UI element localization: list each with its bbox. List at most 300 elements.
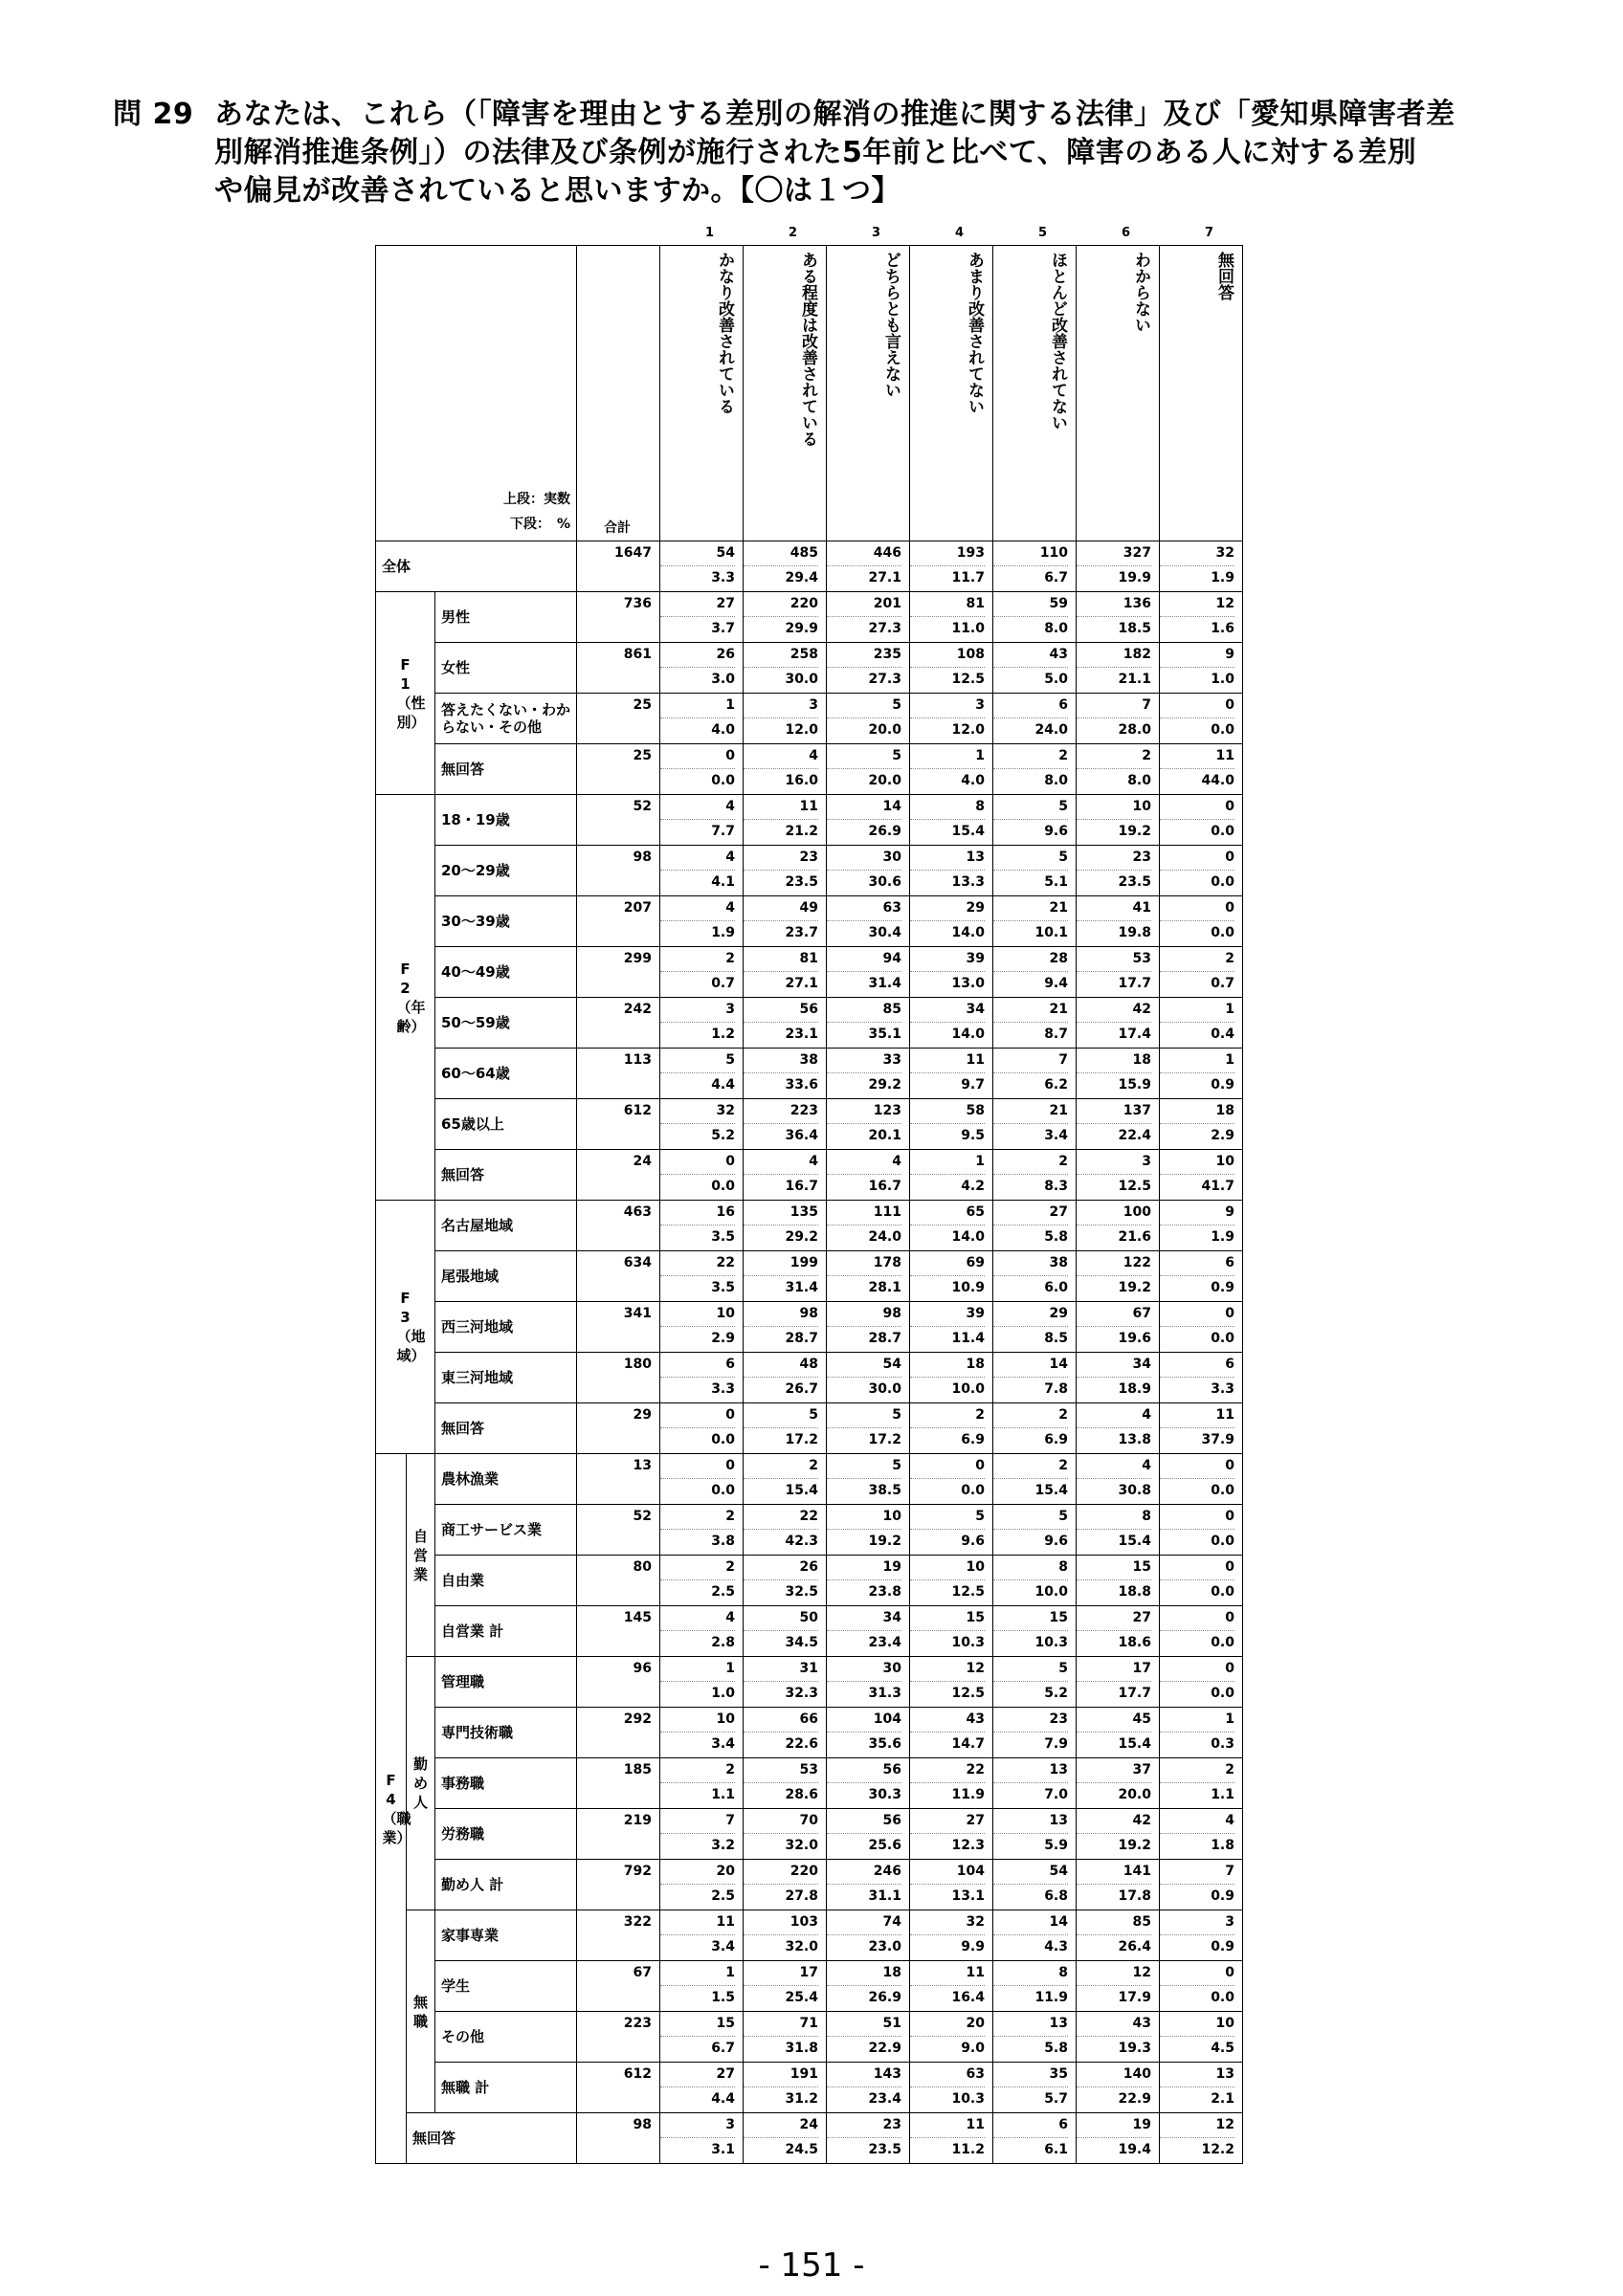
cell-percent: 16.7 [827,1174,901,1199]
data-cell [1077,896,1160,947]
cell-count: 10 [966,1559,985,1575]
data-cell [660,1201,744,1251]
row-label: 65歳以上 [435,1099,577,1150]
cell-count: 15 [716,2016,735,2031]
cell-count: 1 [725,1965,735,1980]
cell-count: 104 [956,1864,985,1879]
cell-count: 1 [1225,1711,1234,1727]
cell-percent: 30.8 [1077,1478,1151,1503]
row-total: 242 [577,998,660,1049]
cell-count: 1 [1225,1052,1234,1068]
cell-percent: 0.0 [1160,1681,1234,1706]
data-cell [744,998,827,1049]
cell-count: 191 [789,2066,818,2082]
data-cell [910,1251,993,1302]
cell-count: 3 [1225,1914,1234,1930]
cell-count: 0 [1225,1965,1234,1980]
question-line: あなたは、これら（「障害を理由とする差別の解消の推進に関する法律」及び「愛知県障害者差 [214,98,1456,131]
cell-percent: 23.1 [744,1022,818,1047]
data-cell [827,795,910,846]
data-cell [744,1505,827,1556]
data-cell [827,1150,910,1201]
cell-percent: 11.4 [910,1326,985,1351]
cell-count: 18 [966,1357,985,1372]
cell-count: 2 [975,1407,985,1423]
cell-percent: 3.4 [993,1123,1068,1148]
cell-percent: 32.0 [744,1833,818,1858]
cell-percent: 5.9 [993,1833,1068,1858]
cell-percent: 7.0 [993,1782,1068,1807]
cell-count: 28 [1049,951,1068,966]
cell-count: 34 [966,1002,985,1017]
column-numbers [668,226,1252,245]
cell-percent: 13.3 [910,870,985,894]
data-cell [910,1403,993,1454]
cell-count: 193 [956,545,985,561]
cell-count: 0 [725,748,735,763]
data-cell [660,1150,744,1201]
row-total: 96 [577,1657,660,1708]
cell-count: 327 [1123,545,1151,561]
data-cell [993,2012,1077,2063]
table-row [376,1403,1243,1454]
table-row [376,1049,1243,1099]
cell-count: 4 [809,1154,818,1169]
cell-percent: 15.4 [1077,1732,1151,1756]
cell-count: 4 [892,1154,901,1169]
cell-percent: 12.5 [910,667,985,692]
cell-percent: 2.9 [1160,1123,1234,1148]
cell-count: 11 [966,2117,985,2132]
cell-percent: 24.0 [993,718,1068,742]
data-cell [1160,1099,1243,1150]
data-cell [1160,744,1243,795]
cell-percent: 18.8 [1077,1579,1151,1604]
data-cell [910,947,993,998]
data-cell [744,643,827,694]
cell-percent: 30.0 [744,667,818,692]
subgroup-label [407,1657,435,1910]
cell-percent: 10.9 [910,1275,985,1300]
subgroup-label [407,1910,435,2113]
cell-percent: 35.1 [827,1022,901,1047]
cell-count: 37 [1132,1762,1151,1777]
cell-percent: 1.0 [1160,667,1234,692]
cell-percent: 12.5 [910,1579,985,1604]
row-total: 145 [577,1606,660,1657]
cell-percent: 25.4 [744,1985,818,2010]
row-label: 自由業 [435,1556,577,1606]
data-cell [910,1606,993,1657]
data-cell [993,2063,1077,2113]
cell-count: 10 [716,1306,735,1321]
cell-percent: 11.0 [910,616,985,641]
cell-count: 41 [1132,900,1151,916]
row-total: 463 [577,1201,660,1251]
data-cell [827,643,910,694]
data-cell [1160,1454,1243,1505]
cell-count: 26 [799,1559,818,1575]
cell-percent: 5.8 [993,2036,1068,2061]
cell-percent: 1.5 [660,1985,735,2010]
row-label: 尾張地域 [435,1251,577,1302]
cell-count: 103 [789,1914,818,1930]
data-cell [1077,1099,1160,1150]
cell-count: 59 [1049,596,1068,611]
cell-count: 56 [882,1813,901,1828]
cell-count: 8 [1058,1965,1068,1980]
table-row [376,2012,1243,2063]
cell-count: 223 [789,1103,818,1118]
group-label-text: F3（地域） [396,1290,426,1364]
data-cell [827,1454,910,1505]
cell-percent: 5.0 [993,667,1068,692]
cell-count: 4 [725,850,735,865]
table-row [376,1201,1243,1251]
table-row [376,1860,1243,1910]
cell-percent: 10.3 [910,2086,985,2111]
header-option: 無回答 [1160,246,1243,541]
cell-percent: 0.9 [1160,1072,1234,1097]
data-cell [910,1657,993,1708]
data-cell [910,1505,993,1556]
row-label: 学生 [435,1961,577,2012]
cell-count: 10 [1132,799,1151,814]
cell-count: 2 [725,951,735,966]
row-label: その他 [435,2012,577,2063]
cell-percent: 23.7 [744,920,818,945]
group-label-text: F4（職業） [382,1771,411,1846]
data-cell [827,1860,910,1910]
cell-count: 108 [956,647,985,662]
cell-count: 32 [966,1914,985,1930]
header-option: わからない [1077,246,1160,541]
cell-count: 19 [882,1559,901,1575]
data-cell [827,1961,910,2012]
data-cell [993,1454,1077,1505]
cell-count: 5 [892,1458,901,1473]
row-label: 管理職 [435,1657,577,1708]
cell-count: 0 [1225,1509,1234,1524]
cell-percent: 19.8 [1077,920,1151,945]
cell-percent: 0.9 [1160,1275,1234,1300]
cell-count: 2 [1142,748,1151,763]
subgroup-label-text: 無職 [412,1993,428,2030]
cell-percent: 30.6 [827,870,901,894]
cell-count: 21 [1049,1002,1068,1017]
cell-count: 15 [966,1610,985,1625]
cell-count: 0 [1225,1306,1234,1321]
cell-percent: 12.0 [744,718,818,742]
cell-count: 100 [1123,1204,1151,1220]
cell-count: 258 [789,647,818,662]
cell-percent: 27.8 [744,1884,818,1909]
data-cell [827,2012,910,2063]
data-cell [1077,1251,1160,1302]
cell-count: 45 [1132,1711,1151,1727]
data-cell [744,1049,827,1099]
cell-count: 111 [873,1204,901,1220]
cell-count: 66 [799,1711,818,1727]
cell-count: 56 [799,1002,818,1017]
row-total: 13 [577,1454,660,1505]
cell-percent: 26.9 [827,819,901,844]
crosstab-table [375,245,1243,2164]
data-cell [910,1961,993,2012]
column-number: 7 [1204,226,1214,240]
data-cell [993,1860,1077,1910]
cell-percent: 27.3 [827,667,901,692]
data-cell [660,896,744,947]
data-cell [660,1961,744,2012]
data-cell [910,744,993,795]
table-row [376,1302,1243,1353]
cell-percent: 16.4 [910,1985,985,2010]
data-cell [744,2113,827,2164]
data-cell [1160,1860,1243,1910]
data-cell [660,1708,744,1758]
cell-percent: 27.1 [827,565,901,590]
data-cell [660,1556,744,1606]
cell-count: 56 [882,1762,901,1777]
cell-percent: 36.4 [744,1123,818,1148]
data-cell [827,896,910,947]
cell-percent: 31.2 [744,2086,818,2111]
cell-count: 13 [966,850,985,865]
data-cell [744,1910,827,1961]
cell-percent: 1.0 [660,1681,735,1706]
row-total: 736 [577,592,660,643]
cell-count: 54 [1049,1864,1068,1879]
cell-count: 6 [1225,1357,1234,1372]
data-cell [1160,1961,1243,2012]
cell-percent: 17.4 [1077,1022,1151,1047]
group-label [376,1201,435,1454]
cell-count: 42 [1132,1813,1151,1828]
data-cell [1160,998,1243,1049]
cell-count: 3 [725,1002,735,1017]
cell-count: 2 [725,1559,735,1575]
table-row [376,2063,1243,2113]
row-total: 25 [577,694,660,744]
row-total: 322 [577,1910,660,1961]
row-total: 67 [577,1961,660,2012]
data-cell [744,1556,827,1606]
cell-percent: 4.3 [993,1934,1068,1959]
cell-percent: 4.5 [1160,2036,1234,2061]
cell-count: 2 [1058,1154,1068,1169]
data-cell [660,1505,744,1556]
data-cell [827,998,910,1049]
data-cell [660,1910,744,1961]
cell-count: 49 [799,900,818,916]
table-row [376,694,1243,744]
column-number: 3 [871,226,881,240]
cell-count: 23 [1132,850,1151,865]
cell-percent: 0.0 [660,1478,735,1503]
data-cell [827,694,910,744]
cell-percent: 37.9 [1160,1427,1234,1452]
cell-count: 0 [975,1458,985,1473]
data-cell [1077,744,1160,795]
cell-count: 69 [966,1255,985,1270]
cell-percent: 0.0 [1160,920,1234,945]
row-total: 98 [577,846,660,896]
row-label: 労務職 [435,1809,577,1860]
cell-percent: 0.0 [1160,1478,1234,1503]
cell-count: 63 [966,2066,985,2082]
cell-count: 0 [725,1154,735,1169]
group-label [376,1454,411,2164]
cell-percent: 17.7 [1077,1681,1151,1706]
column-number: 6 [1121,226,1131,240]
data-cell [660,2012,744,2063]
cell-count: 43 [966,1711,985,1727]
data-cell [660,947,744,998]
cell-percent: 19.9 [1077,565,1151,590]
cell-count: 7 [1058,1052,1068,1068]
cell-count: 39 [966,951,985,966]
cell-count: 27 [1132,1610,1151,1625]
cell-percent: 3.4 [660,1732,735,1756]
cell-percent: 1.2 [660,1022,735,1047]
row-label: 事務職 [435,1758,577,1809]
cell-percent: 19.2 [1077,1833,1151,1858]
cell-count: 85 [882,1002,901,1017]
cell-percent: 12.5 [910,1681,985,1706]
legend-count: 上段：実数 [503,492,570,507]
data-cell [744,592,827,643]
cell-percent: 23.4 [827,2086,901,2111]
data-cell [993,1302,1077,1353]
data-cell [827,1353,910,1403]
data-cell [827,2113,910,2164]
data-cell [660,1049,744,1099]
data-cell [660,694,744,744]
cell-count: 27 [716,2066,735,2082]
data-cell [910,1150,993,1201]
row-label: 40～49歳 [435,947,577,998]
cell-percent: 20.0 [827,718,901,742]
data-cell [1160,947,1243,998]
data-cell [744,1150,827,1201]
cell-percent: 11.7 [910,565,985,590]
cell-percent: 13.1 [910,1884,985,1909]
cell-count: 29 [966,900,985,916]
cell-percent: 22.9 [827,2036,901,2061]
data-cell [744,541,827,592]
cell-count: 10 [882,1509,901,1524]
data-cell [744,1809,827,1860]
cell-count: 30 [882,1661,901,1676]
data-cell [910,592,993,643]
cell-count: 18 [1215,1103,1234,1118]
data-cell [993,1708,1077,1758]
cell-percent: 0.0 [660,1174,735,1199]
cell-percent: 27.1 [744,971,818,996]
data-cell [744,846,827,896]
cell-count: 5 [892,1407,901,1423]
cell-percent: 32.5 [744,1579,818,1604]
cell-percent: 11.9 [993,1985,1068,2010]
data-cell [993,1403,1077,1454]
subgroup-label-text: 自営業 [412,1527,428,1583]
cell-count: 3 [725,2117,735,2132]
cell-percent: 8.0 [993,616,1068,641]
cell-count: 54 [716,545,735,561]
row-total: 299 [577,947,660,998]
cell-percent: 14.0 [910,1225,985,1249]
cell-percent: 8.0 [1077,768,1151,793]
cell-count: 29 [1049,1306,1068,1321]
cell-percent: 3.3 [660,1377,735,1402]
cell-percent: 15.9 [1077,1072,1151,1097]
cell-count: 1 [975,1154,985,1169]
data-cell [744,1099,827,1150]
cell-percent: 21.2 [744,819,818,844]
data-cell [744,1251,827,1302]
cell-count: 98 [882,1306,901,1321]
cell-percent: 19.2 [827,1529,901,1554]
cell-count: 12 [966,1661,985,1676]
cell-percent: 1.8 [1160,1833,1234,1858]
cell-percent: 0.0 [660,768,735,793]
data-cell [910,541,993,592]
cell-percent: 6.8 [993,1884,1068,1909]
cell-percent: 32.3 [744,1681,818,1706]
data-cell [744,1302,827,1353]
table-row [376,1251,1243,1302]
cell-percent: 12.2 [1160,2137,1234,2162]
cell-count: 33 [882,1052,901,1068]
cell-percent: 20.0 [827,768,901,793]
data-cell [993,694,1077,744]
row-total: 612 [577,2063,660,2113]
cell-count: 7 [1142,697,1151,713]
cell-percent: 15.4 [1077,1529,1151,1554]
header-corner [376,246,577,541]
cell-count: 6 [1058,2117,1068,2132]
cell-count: 0 [725,1458,735,1473]
cell-count: 4 [809,748,818,763]
cell-count: 5 [725,1052,735,1068]
cell-count: 53 [799,1762,818,1777]
cell-count: 19 [1132,2117,1151,2132]
cell-percent: 29.2 [827,1072,901,1097]
cell-count: 16 [716,1204,735,1220]
cell-percent: 0.0 [660,1427,735,1452]
cell-percent: 0.4 [1160,1022,1234,1047]
cell-percent: 4.1 [660,870,735,894]
table-row [376,1961,1243,2012]
question-text [214,96,1554,210]
data-cell [827,1049,910,1099]
cell-count: 74 [882,1914,901,1930]
cell-count: 34 [1132,1357,1151,1372]
cell-percent: 28.7 [744,1326,818,1351]
cell-count: 11 [966,1965,985,1980]
cell-percent: 0.0 [1160,1529,1234,1554]
cell-count: 10 [1215,1154,1234,1169]
data-cell [1077,592,1160,643]
data-cell [1077,795,1160,846]
row-total: 29 [577,1403,660,1454]
cell-count: 7 [725,1813,735,1828]
cell-count: 11 [1215,748,1234,763]
cell-percent: 19.2 [1077,819,1151,844]
data-cell [827,1657,910,1708]
cell-percent: 14.0 [910,1022,985,1047]
